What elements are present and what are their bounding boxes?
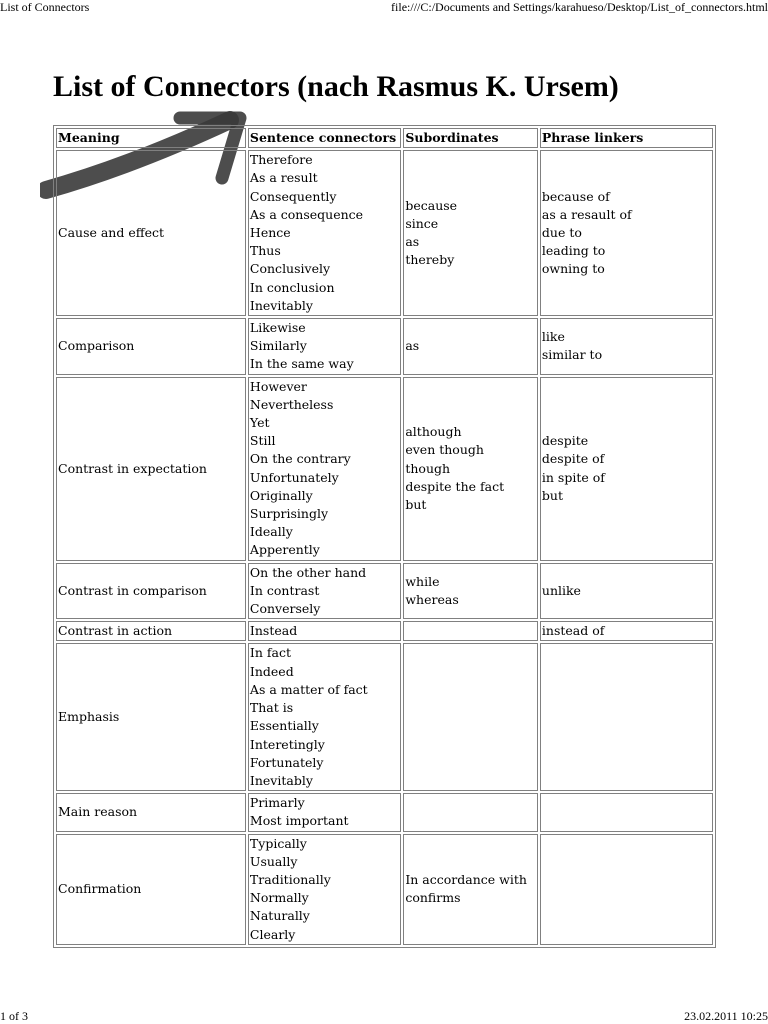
connector-item: owning to	[541, 261, 605, 277]
meaning-cell: Confirmation	[56, 834, 246, 945]
connector-item: but	[405, 496, 427, 512]
subordinates-cell	[403, 150, 538, 316]
connector-item: Yet	[249, 415, 270, 431]
connector-item: Likewise	[249, 320, 306, 336]
meaning-cell: Main reason	[56, 793, 246, 831]
subordinates-cell	[403, 834, 538, 945]
connector-item: On the other hand	[249, 564, 367, 580]
phrase-linkers-cell	[540, 318, 713, 375]
subordinates-cell	[403, 621, 538, 641]
meaning-cell: Cause and effect	[56, 150, 246, 316]
connector-item: Inevitably	[249, 297, 313, 313]
connector-item: Similarly	[249, 338, 307, 354]
connector-item: Indeed	[249, 663, 294, 679]
phrase-linkers-cell	[540, 563, 713, 620]
connector-item: Apperently	[249, 542, 320, 558]
connector-item: as	[405, 234, 420, 250]
connector-item: but	[541, 487, 563, 503]
phrase-linkers-cell	[540, 834, 713, 945]
subordinates-cell	[403, 793, 538, 831]
table-body	[56, 150, 713, 945]
sentence-connectors-cell	[248, 318, 401, 375]
table-row	[56, 834, 713, 945]
connector-item: because	[405, 197, 458, 213]
connector-item: whereas	[405, 591, 459, 607]
connector-item: instead of	[541, 623, 605, 639]
connector-item: Most important	[249, 813, 349, 829]
connector-item: As a consequence	[249, 206, 364, 222]
connector-item: In fact	[249, 645, 291, 661]
connector-item: Interetingly	[249, 736, 325, 752]
connector-item: Usually	[249, 853, 298, 869]
connector-item: as a resault of	[541, 206, 632, 222]
connector-item: in spite of	[541, 469, 605, 485]
connector-item: confirms	[405, 890, 461, 906]
meaning-cell: Contrast in comparison	[56, 563, 246, 620]
connector-item: thereby	[405, 252, 455, 268]
connector-item: while	[405, 573, 440, 589]
connector-item: Essentially	[249, 718, 319, 734]
sentence-connectors-cell	[248, 643, 401, 791]
connector-item: even though	[405, 442, 484, 458]
table-row	[56, 643, 713, 791]
table-row	[56, 621, 713, 641]
connector-item: Normally	[249, 890, 309, 906]
connector-item: As a result	[249, 170, 318, 186]
header-meaning: Meaning	[56, 128, 246, 148]
connector-item: Consequently	[249, 188, 337, 204]
phrase-linkers-cell	[540, 643, 713, 791]
phrase-linkers-cell	[540, 793, 713, 831]
connector-item: Unfortunately	[249, 469, 339, 485]
connector-item: although	[405, 424, 462, 440]
table-row	[56, 150, 713, 316]
connector-item: leading to	[541, 243, 606, 259]
sentence-connectors-cell	[248, 377, 401, 561]
connector-item: because of	[541, 188, 610, 204]
connector-item: In the same way	[249, 356, 354, 372]
connector-item: unlike	[541, 582, 581, 598]
connector-item: Still	[249, 433, 276, 449]
phrase-linkers-cell	[540, 621, 713, 641]
header-sentence-connectors: Sentence connectors	[248, 128, 401, 148]
meaning-cell: Emphasis	[56, 643, 246, 791]
sentence-connectors-cell	[248, 563, 401, 620]
connector-item: Inevitably	[249, 772, 313, 788]
connector-item: As a matter of fact	[249, 681, 368, 697]
connector-item: since	[405, 215, 439, 231]
phrase-linkers-cell	[540, 377, 713, 561]
table-row	[56, 563, 713, 620]
connector-item: Naturally	[249, 908, 310, 924]
print-datetime: 23.02.2011 10:25	[684, 1009, 768, 1023]
sentence-connectors-cell	[248, 793, 401, 831]
connector-item: Instead	[249, 623, 298, 639]
table-row	[56, 318, 713, 375]
sentence-connectors-cell	[248, 150, 401, 316]
connector-item: That is	[249, 700, 294, 716]
connector-item: like	[541, 329, 565, 345]
meaning-cell: Contrast in action	[56, 621, 246, 641]
header-phrase-linkers: Phrase linkers	[540, 128, 713, 148]
connector-item: Therefore	[249, 152, 313, 168]
phrase-linkers-cell	[540, 150, 713, 316]
file-url: file:///C:/Documents and Settings/karahueso/Desktop/List_of_connectors.html	[391, 0, 768, 14]
table-row	[56, 793, 713, 831]
connector-item: Originally	[249, 487, 313, 503]
connectors-table	[53, 125, 716, 948]
connector-item: Surprisingly	[249, 506, 329, 522]
meaning-cell: Contrast in expectation	[56, 377, 246, 561]
connector-item: Fortunately	[249, 754, 324, 770]
connector-item: similar to	[541, 347, 603, 363]
subordinates-cell	[403, 563, 538, 620]
connector-item: as	[405, 338, 420, 354]
page-number: 1 of 3	[0, 1009, 28, 1023]
connector-item: Nevertheless	[249, 396, 334, 412]
subordinates-cell	[403, 643, 538, 791]
connector-item: On the contrary	[249, 451, 351, 467]
connector-item: Typically	[249, 835, 307, 851]
header-subordinates: Subordinates	[403, 128, 538, 148]
connector-item: Clearly	[249, 926, 296, 942]
table-row	[56, 377, 713, 561]
subordinates-cell	[403, 318, 538, 375]
connector-item: However	[249, 378, 307, 394]
connector-item: despite of	[541, 451, 605, 467]
connector-item: due to	[541, 225, 582, 241]
table-header-row	[56, 128, 713, 148]
meaning-cell: Comparison	[56, 318, 246, 375]
connector-item: Conversely	[249, 601, 321, 617]
connector-item: Traditionally	[249, 871, 331, 887]
sentence-connectors-cell	[248, 621, 401, 641]
connector-item: Hence	[249, 225, 291, 241]
page-title: List of Connectors (nach Rasmus K. Ursem)	[53, 70, 619, 103]
connector-item: In contrast	[249, 582, 320, 598]
connector-item: In accordance with	[405, 871, 527, 887]
subordinates-cell	[403, 377, 538, 561]
connector-item: though	[405, 460, 451, 476]
connector-item: Ideally	[249, 524, 293, 540]
connector-item: Thus	[249, 243, 281, 259]
connector-item: In conclusion	[249, 279, 335, 295]
connector-item: Primarly	[249, 795, 305, 811]
connector-item: despite the fact	[405, 478, 505, 494]
connector-item: despite	[541, 433, 589, 449]
sentence-connectors-cell	[248, 834, 401, 945]
connector-item: Conclusively	[249, 261, 331, 277]
browser-page-title: List of Connectors	[0, 0, 90, 14]
